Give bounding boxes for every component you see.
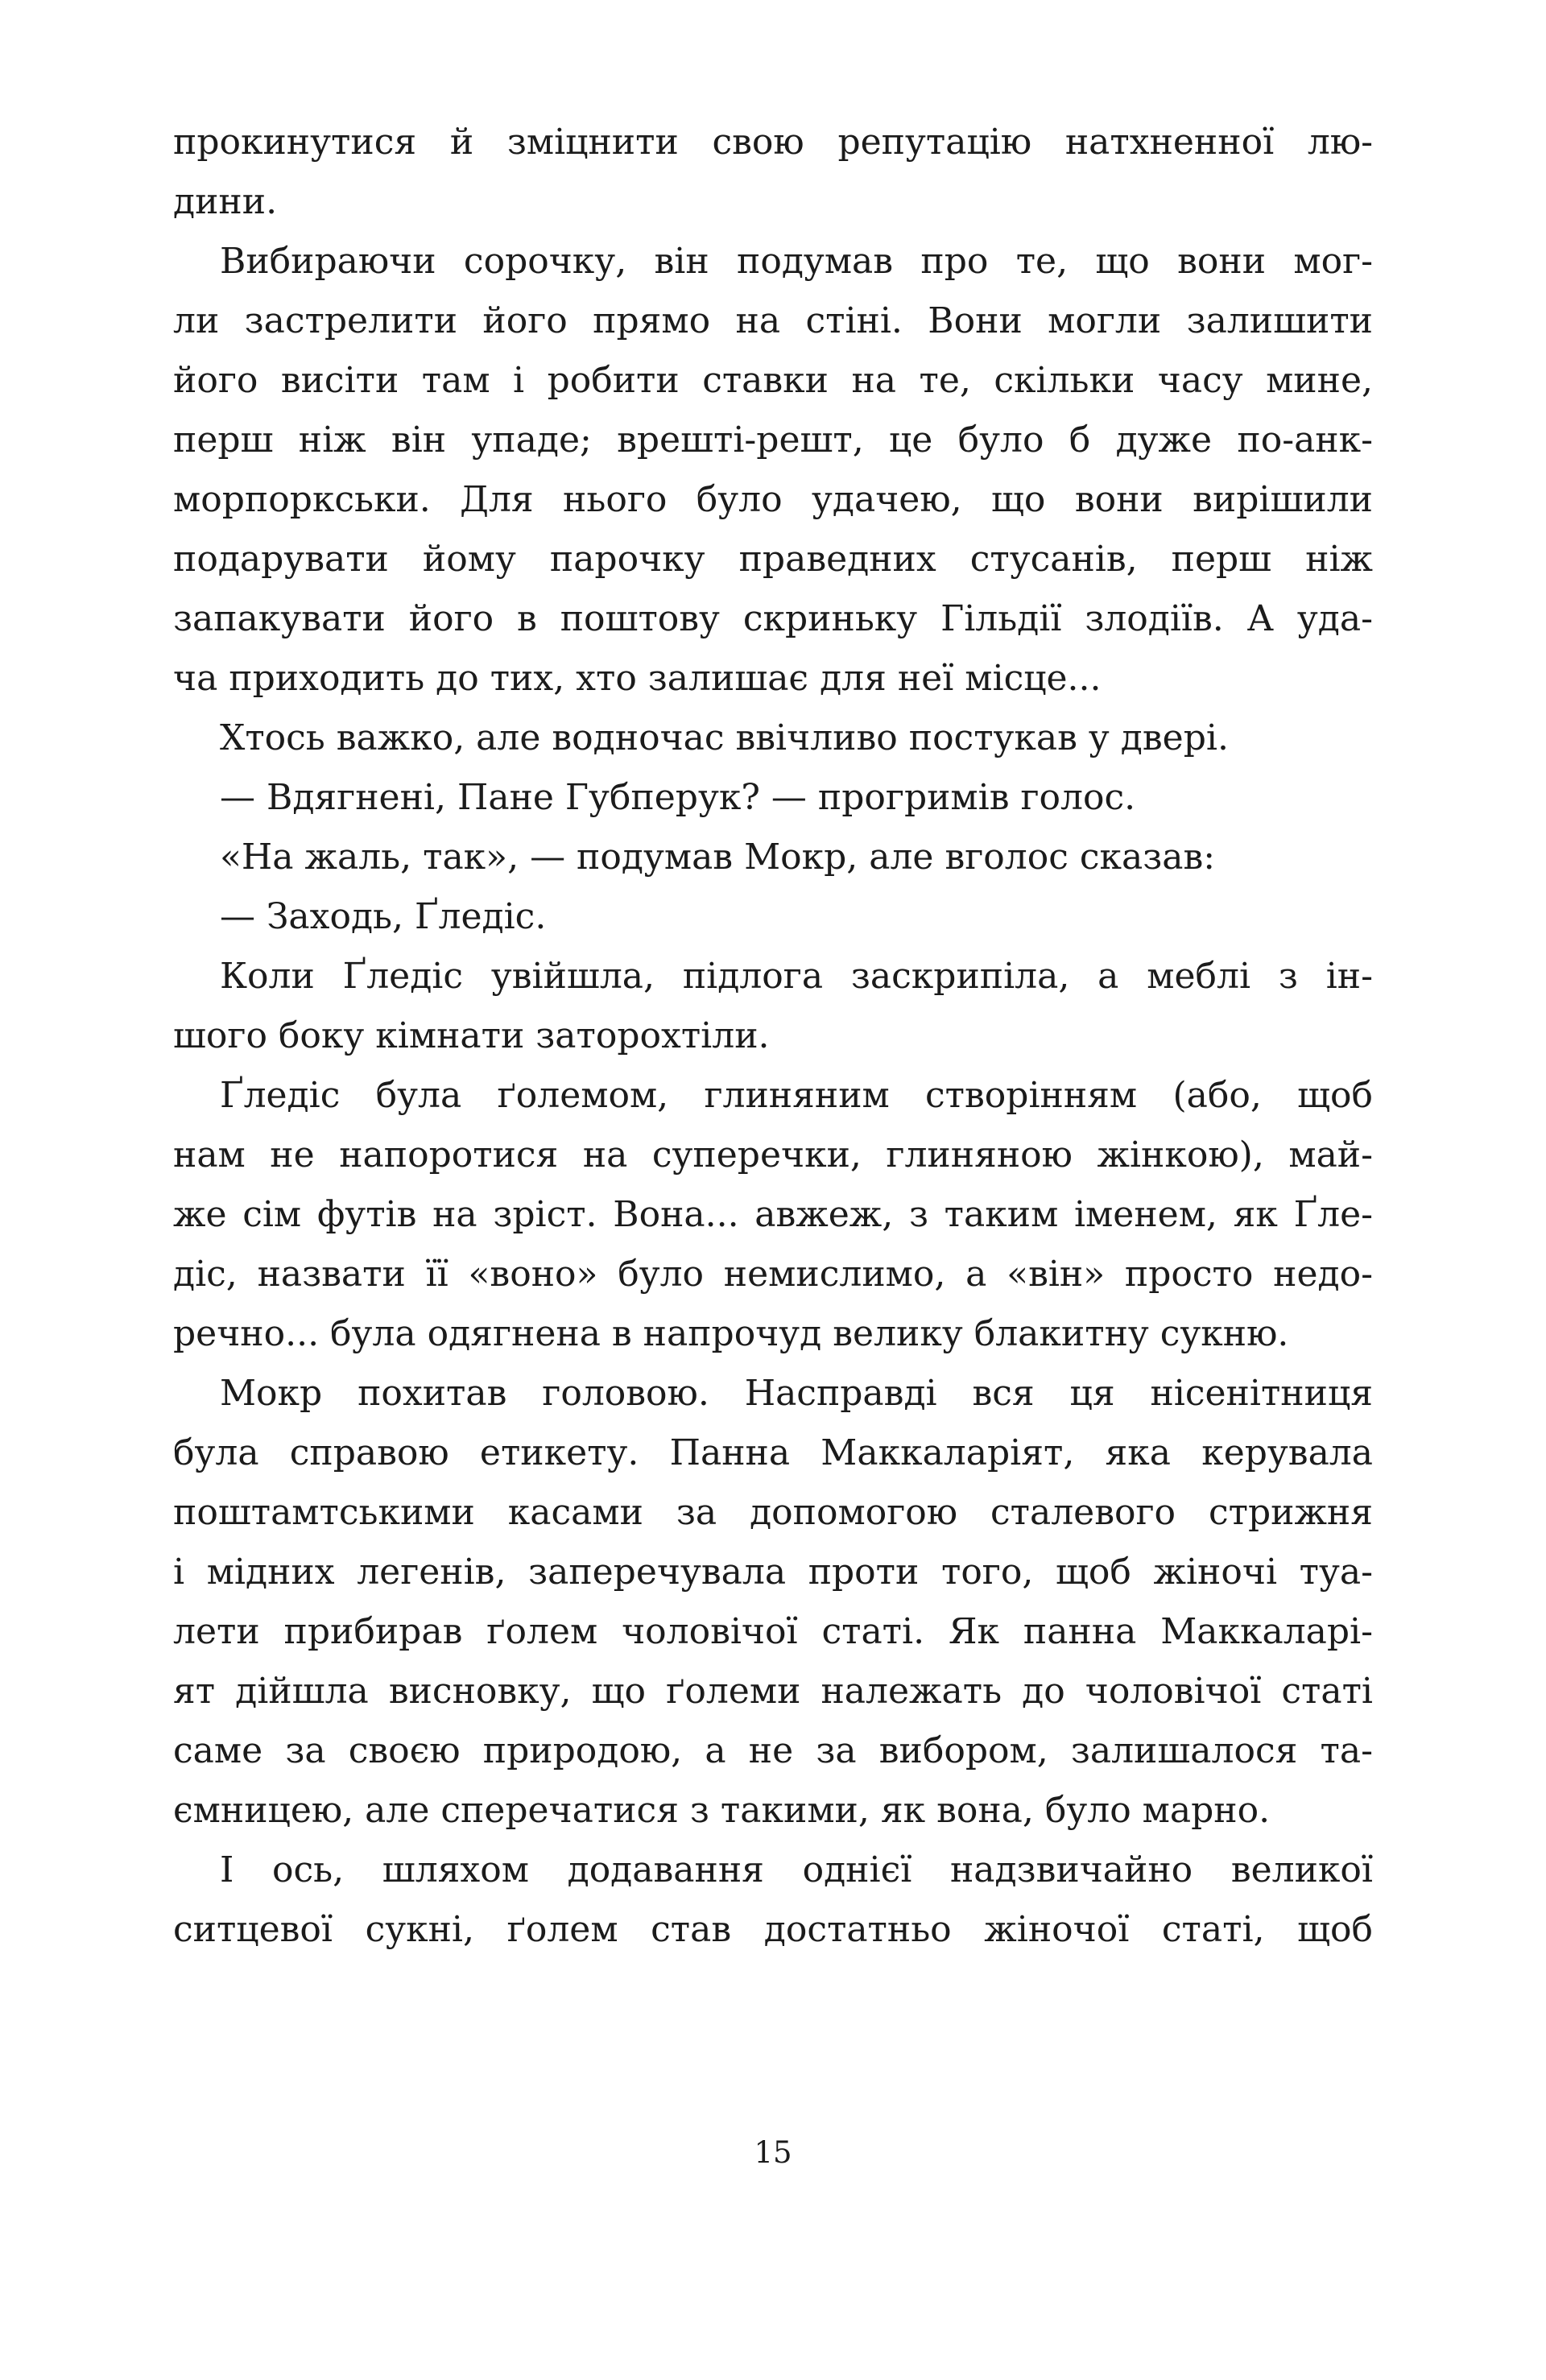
text-line: речно... була одягнена в напрочуд велику блакитну сукню. xyxy=(173,1313,1289,1354)
text-line: Хтось важко, але водночас ввічливо постукав у двері. xyxy=(220,717,1229,758)
text-line: Ґледіс була ґолемом, глиняним створінням (або, щоб xyxy=(220,1075,1373,1116)
text-line: дини. xyxy=(173,181,278,222)
text-line: морпоркськи. Для нього було удачею, що вони вирішили xyxy=(173,479,1373,520)
text-line: нам не напоротися на суперечки, глиняною жінкою), май- xyxy=(173,1134,1373,1176)
text-line: саме за своєю природою, а не за вибором, залишалося та- xyxy=(173,1730,1373,1771)
text-line: ли застрелити його прямо на стіні. Вони могли залишити xyxy=(173,300,1373,341)
page-number: 15 xyxy=(754,2135,792,2170)
paragraph xyxy=(173,1066,1373,1364)
text-line: прокинутися й зміцнити свою репутацію натхненної лю- xyxy=(173,122,1373,163)
paragraph xyxy=(173,887,1373,947)
text-line: — Вдягнені, Пане Губперук? — прогримів голос. xyxy=(220,777,1136,818)
paragraph xyxy=(173,709,1373,768)
text-line: запакувати його в поштову скриньку Гільдії злодіїв. А уда- xyxy=(173,598,1373,639)
text-line: ємницею, але сперечатися з такими, як вона, було марно. xyxy=(173,1790,1271,1831)
paragraph xyxy=(173,1841,1373,1960)
text-line: його висіти там і робити ставки на те, скільки часу мине, xyxy=(173,360,1373,401)
text-line: ситцевої сукні, ґолем став достатньо жіночої статі, щоб xyxy=(173,1909,1373,1950)
paragraph xyxy=(173,1364,1373,1841)
text-line: перш ніж він упаде; врешті-решт, це було б дуже по-анк- xyxy=(173,419,1373,461)
text-line: Мокр похитав головою. Насправді вся ця нісенітниця xyxy=(220,1373,1373,1414)
paragraph xyxy=(173,232,1373,709)
text-line: же сім футів на зріст. Вона... авжеж, з таким іменем, як Ґле- xyxy=(173,1194,1373,1235)
paragraph xyxy=(173,828,1373,887)
text-line: І ось, шляхом додавання однієї надзвичайно великої xyxy=(220,1849,1373,1890)
text-line: шого боку кімнати заторохтіли. xyxy=(173,1015,770,1056)
text-line: поштамтськими касами за допомогою сталевого стрижня xyxy=(173,1492,1373,1533)
text-line: подарувати йому парочку праведних стусанів, перш ніж xyxy=(173,539,1373,580)
text-line: ят дійшла висновку, що ґолеми належать до чоловічої статі xyxy=(173,1671,1373,1712)
text-line: була справою етикету. Панна Маккаларіят, яка керувала xyxy=(173,1432,1373,1473)
paragraph xyxy=(173,768,1373,828)
text-line: діс, назвати її «воно» було немислимо, а «він» просто недо- xyxy=(173,1254,1373,1295)
text-line: лети прибирав ґолем чоловічої статі. Як панна Маккаларі- xyxy=(173,1611,1373,1652)
text-line: і мідних легенів, заперечувала проти того, щоб жіночі туа- xyxy=(173,1552,1373,1593)
paragraph xyxy=(173,113,1373,232)
text-line: ча приходить до тих, хто залишає для неї місце... xyxy=(173,658,1102,699)
text-line: Коли Ґледіс увійшла, підлога заскрипіла, а меблі з ін- xyxy=(220,956,1373,997)
text-line: — Заходь, Ґледіс. xyxy=(220,896,547,937)
text-line: «На жаль, так», — подумав Мокр, але вголос сказав: xyxy=(220,837,1216,878)
text-line: Вибираючи сорочку, він подумав про те, що вони мог- xyxy=(220,241,1373,282)
page-text xyxy=(173,113,1373,1960)
paragraph xyxy=(173,947,1373,1066)
